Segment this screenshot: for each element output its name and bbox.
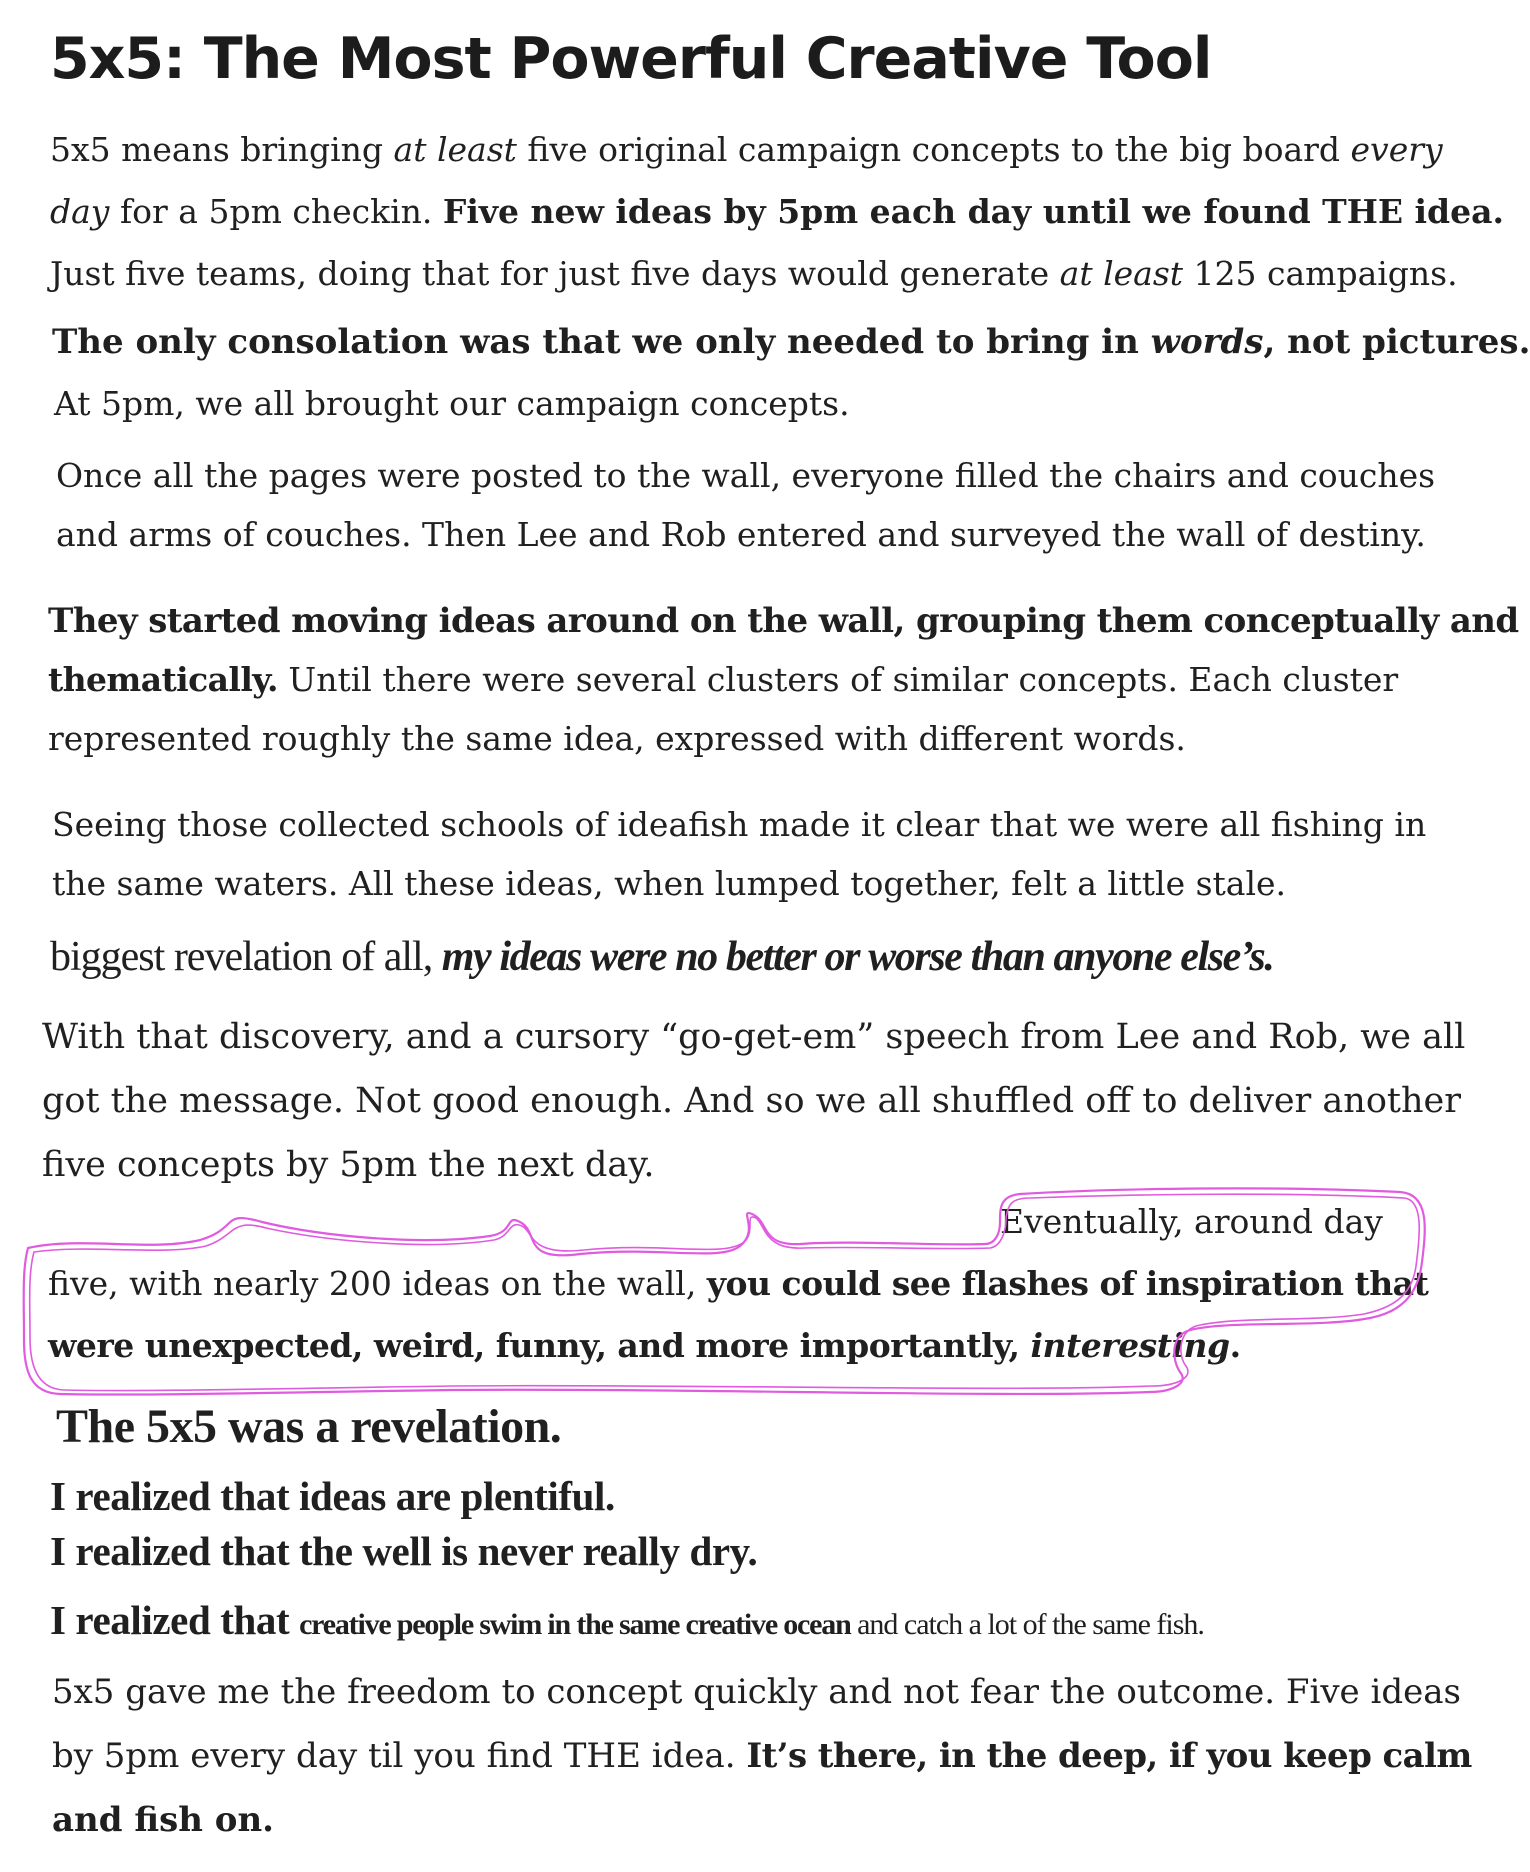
p2-emphasis: words [1150, 322, 1264, 362]
p1-line-3 [50, 254, 1458, 294]
p2-line-1 [52, 322, 1530, 363]
p6-emphasis: my ideas were no better or worse than anyone else’s. [441, 934, 1274, 980]
p1-line-2 [50, 192, 1504, 232]
p5-line-2: the same waters. All these ideas, when lumped together, felt a little stale. [52, 864, 1287, 903]
p10-bold: It’s there, in the deep, if you keep calm [746, 1736, 1472, 1776]
p1-emphasis: day [50, 192, 110, 231]
p4-text: Until there were several clusters of similar concepts. Each cluster [277, 660, 1399, 699]
p2-line-2: At 5pm, we all brought our campaign concepts. [54, 384, 850, 423]
p8-text: five, with nearly 200 ideas on the wall, [48, 1264, 707, 1303]
p8-line-3 [48, 1326, 1241, 1366]
p4-line-1: They started moving ideas around on the wall, grouping them conceptually and [48, 601, 1519, 641]
p5-line-1: Seeing those collected schools of ideafish made it clear that we were all fishing in [52, 805, 1427, 844]
p10-line-3: and fish on. [52, 1800, 275, 1840]
revelation-bold: I realized that [50, 1597, 300, 1643]
p3-line-1: Once all the pages were posted to the wall, everyone filled the chairs and couches [56, 456, 1436, 495]
p1-bold: Five new ideas by 5pm each day until we found THE idea. [442, 192, 1504, 231]
p1-text: five original campaign concepts to the big board [516, 130, 1351, 169]
p6-line-1 [50, 932, 1273, 982]
p2-text: The only consolation was that we only needed to bring in [52, 322, 1151, 362]
p1-emphasis: every [1350, 130, 1443, 169]
p10-line-2 [52, 1736, 1472, 1777]
p1-text: for a 5pm checkin. [109, 192, 443, 231]
p8-bold: were unexpected, weird, funny, and more importantly, [48, 1326, 1031, 1365]
p8-bold: you could see flashes of inspiration that [706, 1264, 1429, 1303]
p4-line-3: represented roughly the same idea, expressed with different words. [48, 719, 1186, 758]
p1-emphasis: at least [393, 130, 517, 169]
p7-line-2: got the message. Not good enough. And so we all shuffled off to deliver another [42, 1081, 1461, 1121]
revelation-heading: The 5x5 was a revelation. [56, 1400, 562, 1453]
p1-line-1 [50, 130, 1443, 170]
p4-bold: thematically. [48, 660, 278, 699]
p3-line-2: and arms of couches. Then Lee and Rob entered and surveyed the wall of destiny. [56, 515, 1426, 554]
revelation-line-1: I realized that ideas are plentiful. [50, 1473, 615, 1519]
p1-text: Just five teams, doing that for just five days would generate [50, 254, 1060, 293]
p1-text: 5x5 means bringing [50, 130, 394, 169]
p1-text: 125 campaigns. [1183, 254, 1458, 293]
p6-text: biggest revelation of all, [50, 934, 442, 980]
p8-emphasis: interesting [1030, 1326, 1230, 1365]
revelation-condensed-bold: creative people swim in the same creative ocean [299, 1608, 851, 1641]
p2-text: , not pictures. [1263, 322, 1530, 362]
p8-line-1: Eventually, around day [1000, 1202, 1383, 1241]
p1-emphasis: at least [1059, 254, 1184, 293]
p7-line-3: five concepts by 5pm the next day. [42, 1145, 655, 1185]
revelation-condensed: and catch a lot of the same fish. [850, 1608, 1204, 1641]
p10-text: by 5pm every day til you find THE idea. [52, 1736, 747, 1776]
p7-line-1: With that discovery, and a cursory “go-get-em” speech from Lee and Rob, we all [42, 1017, 1466, 1057]
p8-bold: . [1229, 1326, 1241, 1365]
revelation-line-3 [50, 1596, 1204, 1645]
p10-line-1: 5x5 gave me the freedom to concept quickly and not fear the outcome. Five ideas [52, 1672, 1461, 1712]
p8-line-2 [48, 1264, 1428, 1304]
p4-line-2 [48, 660, 1398, 700]
article-title: 5x5: The Most Powerful Creative Tool [50, 26, 1212, 92]
revelation-line-2: I realized that the well is never really dry. [50, 1528, 758, 1574]
